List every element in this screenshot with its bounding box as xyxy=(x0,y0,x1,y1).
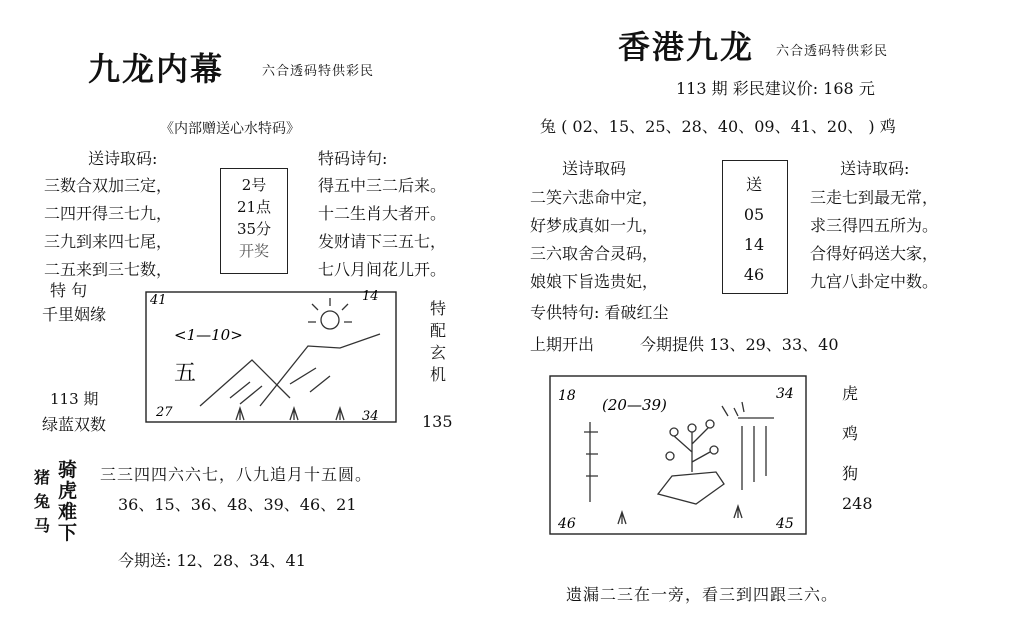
sketch-corner-bl: 27 xyxy=(156,405,173,420)
zodiac-char: 猪 xyxy=(34,468,51,487)
poem-line: 合得好码送大家， xyxy=(810,244,939,263)
side-char: 特 xyxy=(430,299,447,318)
left-zodiac-col2 xyxy=(58,460,77,544)
left-poem-left xyxy=(44,172,172,284)
zodiac-char: 下 xyxy=(58,522,78,544)
sketch-corner-tl: 41 xyxy=(150,293,167,308)
draw-label: 开奖 xyxy=(238,242,269,260)
zodiac-char: 兔 xyxy=(34,492,51,511)
right-special-line: 专供特句: 看破红尘 xyxy=(530,303,669,322)
poem-line: 三九到来四七尾， xyxy=(44,232,173,251)
side-char: 鸡 xyxy=(842,424,859,443)
poem-line: 三数合双加三定， xyxy=(44,176,173,195)
draw-minute: 35分 xyxy=(236,220,272,238)
right-hint-sketch xyxy=(546,372,810,538)
left-gift-banner: 《内部赠送心水特码》 xyxy=(160,121,300,137)
side-char: 狗 xyxy=(842,464,859,483)
sketch-corner-br: 34 xyxy=(362,409,379,424)
sketch-corner-tr: 34 xyxy=(776,386,794,402)
draw-day: 2号 xyxy=(241,176,267,194)
left-numbers-line: 36、15、36、48、39、46、21 xyxy=(118,495,357,514)
send-number: 05 xyxy=(743,205,765,224)
left-title: 九龙内幕 xyxy=(88,50,225,88)
poem-line: 二笑六悲命中定， xyxy=(530,188,659,207)
sketch-frame xyxy=(550,376,806,534)
right-last-period: 上期开出 xyxy=(530,335,595,354)
poem-line: 十二生肖大者开。 xyxy=(318,204,447,223)
left-poem-left-head: 送诗取码: xyxy=(88,149,158,168)
left-poem-line: 三三四四六六七，八九追月十五圆。 xyxy=(100,465,373,484)
left-issue: 113 期 xyxy=(50,390,99,408)
poem-line: 二五来到三七数， xyxy=(44,260,173,279)
sketch-range: <1—10> xyxy=(174,326,243,344)
zodiac-char: 难 xyxy=(58,501,78,523)
sketch-corner-br: 45 xyxy=(776,516,794,532)
poem-line: 求三得四五所为。 xyxy=(810,216,939,235)
left-subtitle: 六合透码特供彩民 xyxy=(262,64,375,79)
left-side-number: 135 xyxy=(422,412,453,431)
right-this-period: 今期提供 13、29、33、40 xyxy=(640,335,839,354)
side-char: 虎 xyxy=(842,384,859,403)
side-char: 机 xyxy=(430,365,447,384)
side-char: 配 xyxy=(430,321,447,340)
sketch-mountains xyxy=(200,334,380,406)
right-title: 香港九龙 xyxy=(618,28,755,66)
poem-line: 得五中三二后来。 xyxy=(318,176,447,195)
right-subtitle: 六合透码特供彩民 xyxy=(776,44,889,59)
poem-line: 三六取舍合灵码， xyxy=(530,244,659,263)
send-label: 送 xyxy=(745,175,762,194)
right-side-vertical xyxy=(842,374,858,494)
grass-icons xyxy=(236,408,344,420)
right-poem-right xyxy=(810,184,938,296)
send-number: 14 xyxy=(743,235,765,254)
right-poem-left xyxy=(530,184,658,296)
sketch-strokes xyxy=(584,402,774,502)
left-side-vertical xyxy=(430,298,446,386)
poem-line: 好梦成真如一九， xyxy=(530,216,659,235)
left-poem-right xyxy=(318,172,446,284)
right-number-row: 兔 ( 02、15、25、28、40、09、41、20、 ) 鸡 xyxy=(540,117,896,136)
right-poem-left-head: 送诗取码 xyxy=(562,159,627,178)
left-special-text: 千里姻缘 xyxy=(42,305,107,324)
left-zodiac-col1 xyxy=(34,466,50,538)
sketch-frame xyxy=(146,292,396,422)
sun-icon xyxy=(308,298,352,329)
poem-line: 娘娘下旨选贵妃， xyxy=(530,272,659,291)
send-number: 46 xyxy=(743,265,765,284)
poem-line: 三走七到最无常， xyxy=(810,188,939,207)
right-footer: 遗漏二三在一旁，看三到四跟三六。 xyxy=(566,585,839,604)
left-color-hint: 绿蓝双数 xyxy=(42,415,107,434)
poem-line: 七八月间花儿开。 xyxy=(318,260,447,279)
grass-icons xyxy=(618,506,742,524)
zodiac-char: 虎 xyxy=(58,480,78,502)
left-draw-time xyxy=(226,174,282,262)
right-poem-right-head: 送诗取码: xyxy=(840,159,910,178)
sketch-corner-bl: 46 xyxy=(558,516,576,532)
poem-line: 发财请下三五七， xyxy=(318,232,447,251)
poem-line: 九宫八卦定中数。 xyxy=(810,272,939,291)
side-char: 玄 xyxy=(430,343,447,362)
sketch-corner-tr: 14 xyxy=(362,289,379,304)
right-price-line: 113 期 彩民建议价: 168 元 xyxy=(676,79,875,98)
left-poem-right-head: 特码诗句: xyxy=(318,149,388,168)
left-special-label: 特 句 xyxy=(50,281,88,300)
poem-line: 二四开得三七九， xyxy=(44,204,173,223)
left-today-send: 今期送: 12、28、34、41 xyxy=(118,551,306,570)
sketch-range: (20—39) xyxy=(602,396,667,414)
right-send-values xyxy=(724,170,784,290)
plant-icon xyxy=(658,420,724,504)
sketch-corner-tl: 18 xyxy=(558,388,576,404)
right-side-number: 248 xyxy=(842,494,873,513)
draw-hour: 21点 xyxy=(236,198,272,216)
zodiac-char: 骑 xyxy=(58,459,78,481)
zodiac-char: 马 xyxy=(34,516,51,535)
left-hint-sketch xyxy=(140,288,402,428)
sketch-glyph: 五 xyxy=(174,361,197,386)
